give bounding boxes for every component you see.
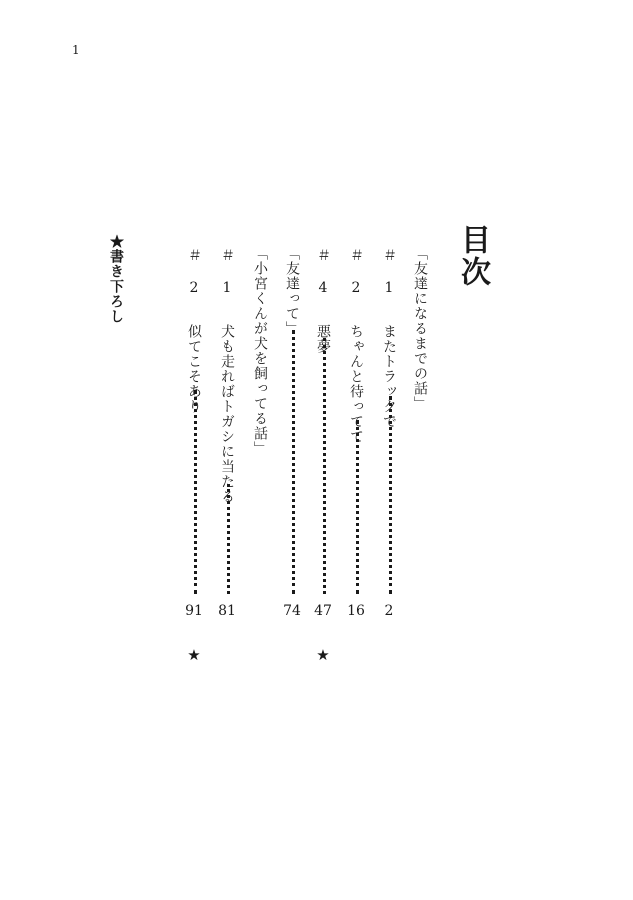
entry-title: 犬も走ればトガシに当たる — [219, 324, 235, 504]
entry-number: 4 — [315, 280, 331, 297]
section-heading-tomodachitte: 「友達って」 — [284, 246, 300, 336]
toc-entry-2 — [348, 248, 364, 444]
entry-title: 似てこそあり — [186, 324, 202, 414]
section-heading-kakioroshi: ★書き下ろし — [108, 234, 124, 324]
section-heading-komiya: 「小宮くんが犬を飼ってる話」 — [252, 246, 268, 456]
entry-number: 1 — [219, 280, 235, 297]
leader-dots — [292, 330, 295, 594]
leader-dots — [194, 390, 197, 594]
section-heading-tomodachi: 「友達になるまでの話」 — [412, 246, 428, 411]
page-ref: 74 — [283, 603, 301, 619]
leader-dots — [227, 484, 230, 594]
leader-dots — [356, 420, 359, 594]
toc-entry-komiya-1 — [219, 248, 235, 504]
entry-mark: ＃ — [186, 248, 202, 263]
page-ref: 47 — [314, 603, 332, 619]
entry-number: 2 — [348, 280, 364, 297]
entry-number: 2 — [186, 280, 202, 297]
entry-number: 1 — [381, 280, 397, 297]
entry-mark: ＃ — [315, 248, 331, 263]
star-icon: ★ — [316, 646, 330, 664]
entry-mark: ＃ — [219, 248, 235, 263]
star-icon: ★ — [187, 646, 201, 664]
page-ref: 81 — [218, 603, 236, 619]
entry-title: ちゃんと待ってて — [348, 324, 364, 444]
page-number: 1 — [72, 43, 80, 57]
page-ref: 2 — [384, 603, 394, 619]
leader-dots — [323, 338, 326, 594]
toc-title: 目次 — [455, 224, 490, 288]
entry-mark: ＃ — [381, 248, 397, 263]
page-ref: 16 — [347, 603, 365, 619]
page-ref: 91 — [185, 603, 203, 619]
entry-mark: ＃ — [348, 248, 364, 263]
entry-title: 悪夢 — [315, 324, 331, 354]
leader-dots — [389, 396, 392, 594]
entry-title: またトラックで — [381, 324, 397, 429]
